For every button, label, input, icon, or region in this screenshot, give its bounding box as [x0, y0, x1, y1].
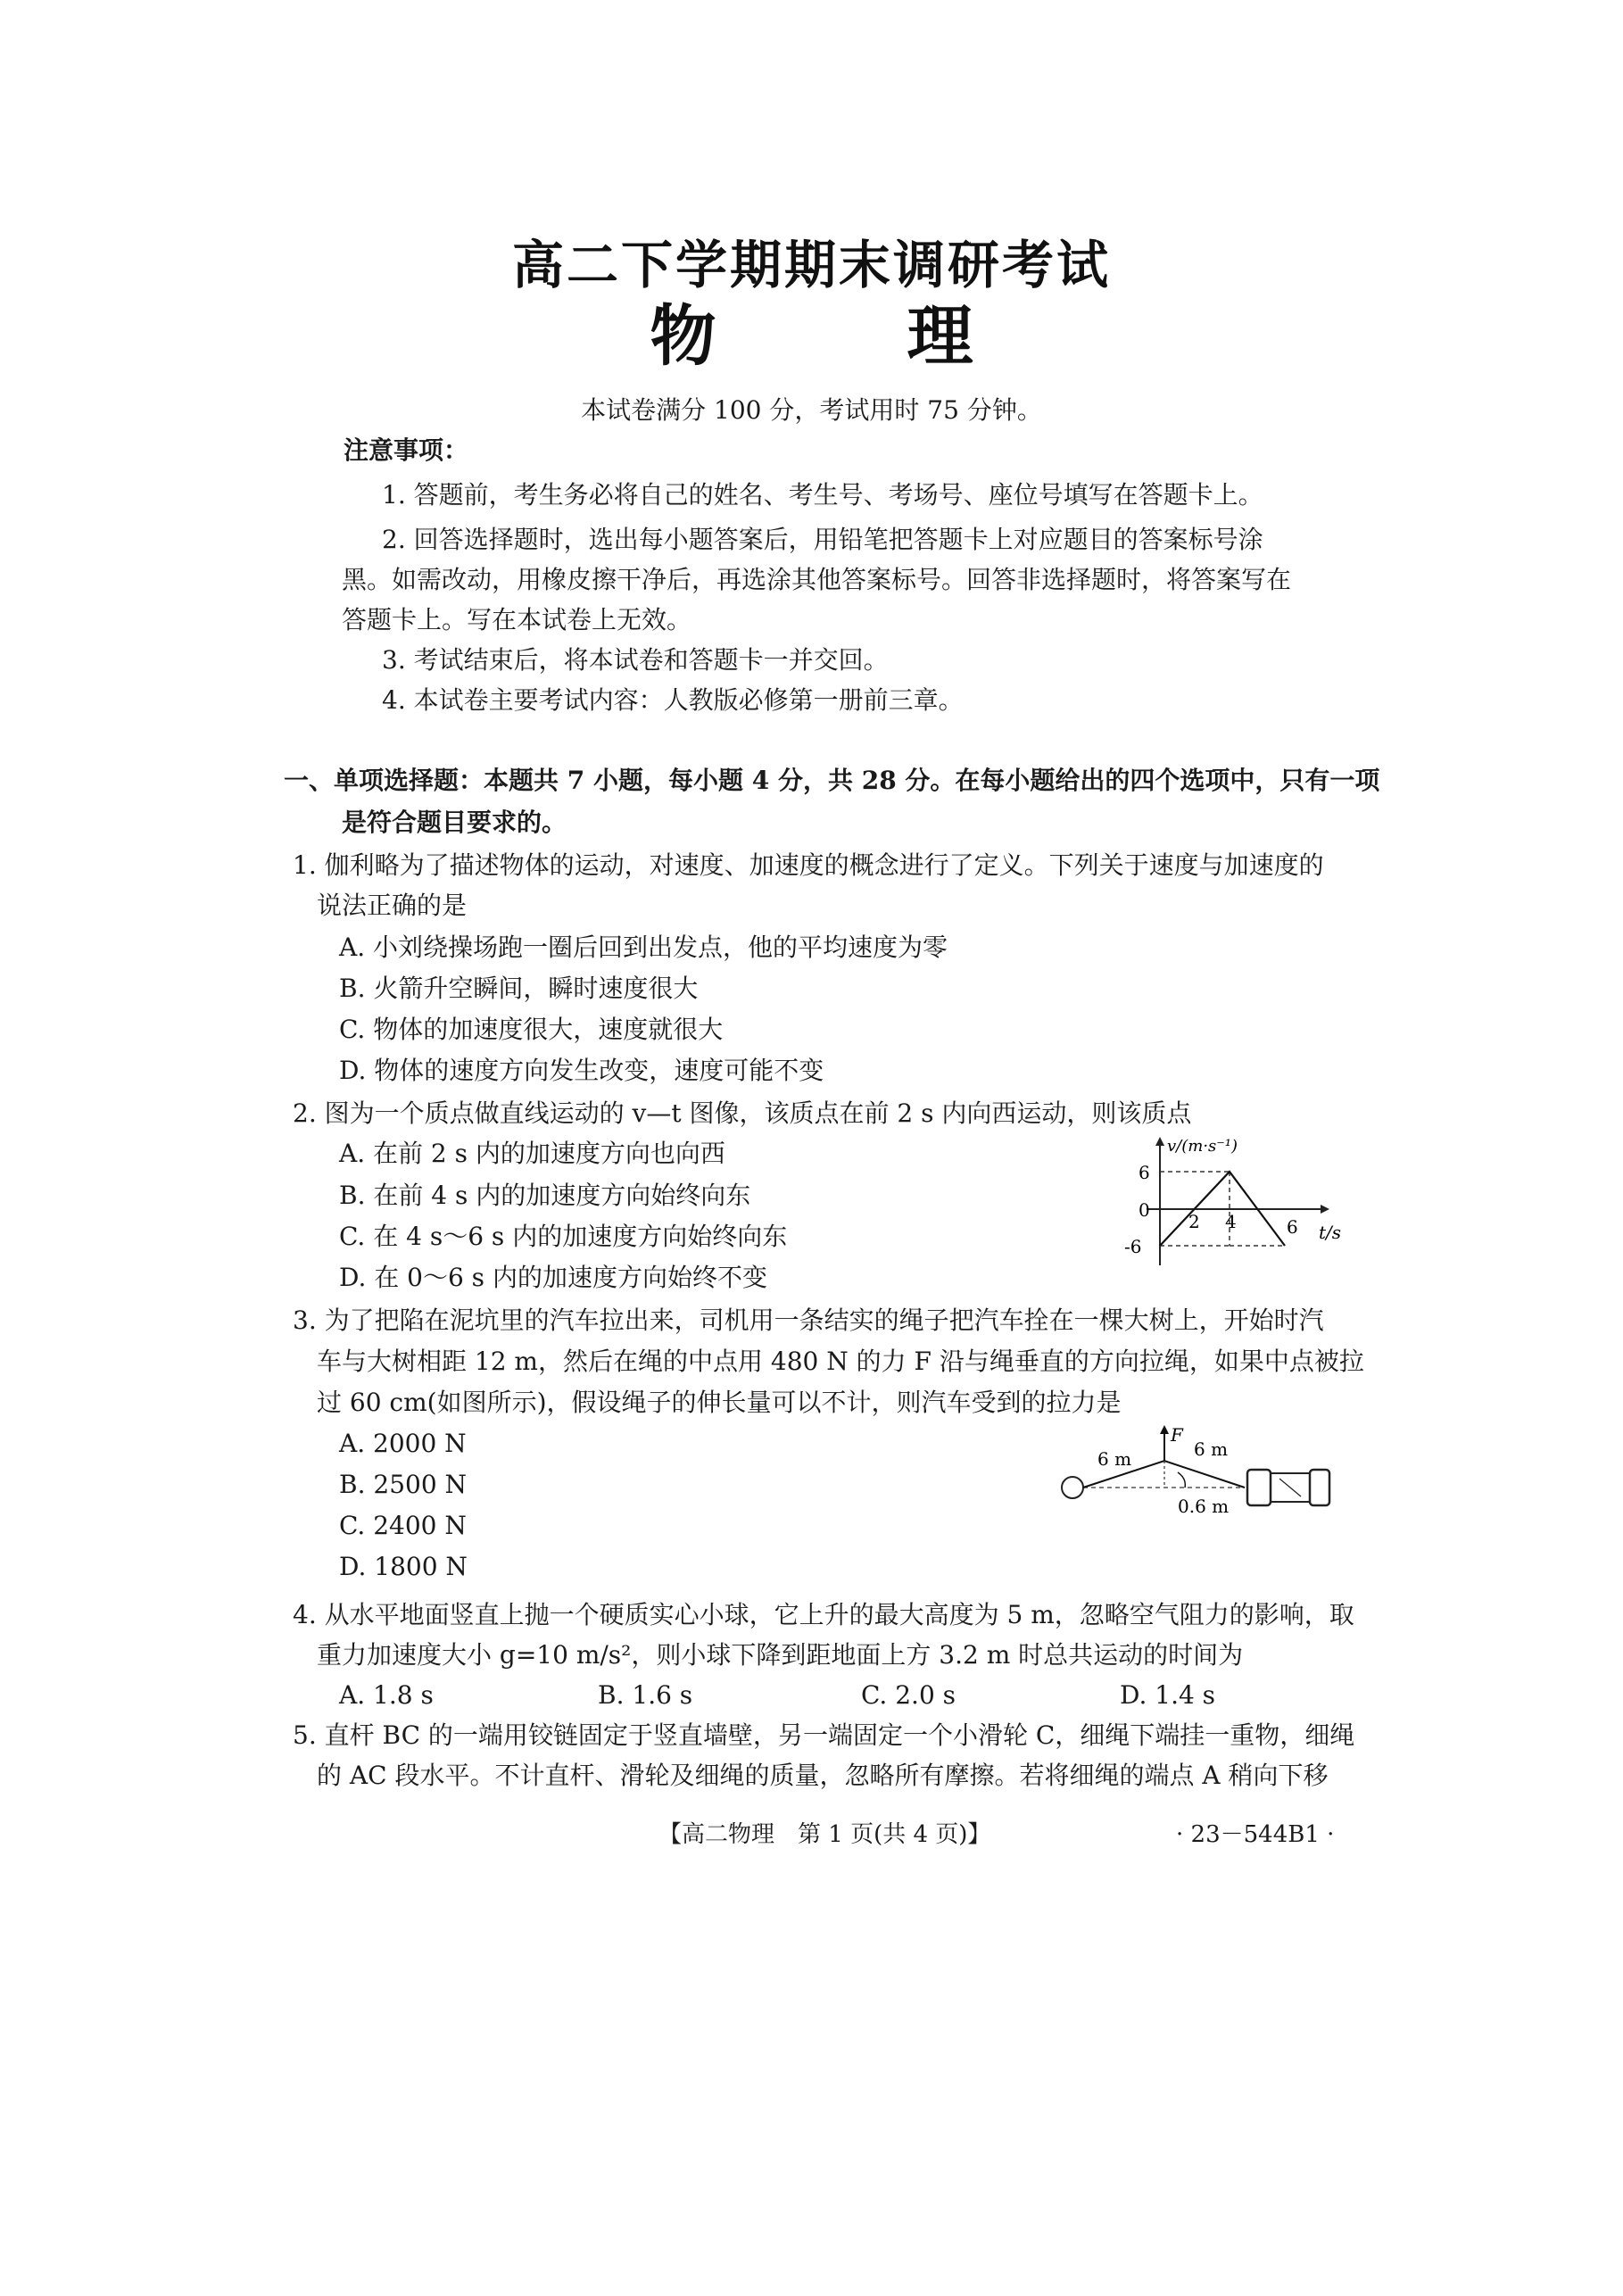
question-2-stem: 2. 图为一个质点做直线运动的 v—t 图像，该质点在前 2 s 内向西运动，则该质点 — [293, 1098, 1192, 1128]
notice-line: 1. 答题前，考生务必将自己的姓名、考生号、考场号、座位号填写在答题卡上。 — [382, 480, 1263, 510]
notice-line: 黑。如需改动，用橡皮擦干净后，再选涂其他答案标号。回答非选择题时，将答案写在 — [342, 565, 1292, 594]
notice-line: 2. 回答选择题时，选出每小题答案后，用铅笔把答题卡上对应题目的答案标号涂 — [382, 525, 1263, 554]
question-1-stem: 说法正确的是 — [317, 891, 468, 920]
x-axis-label: t/s — [1319, 1222, 1342, 1243]
notice-line: 4. 本试卷主要考试内容：人教版必修第一册前三章。 — [382, 685, 964, 715]
footer-code: · 23－544B1 · — [1176, 1821, 1335, 1848]
tree-icon — [1062, 1477, 1083, 1498]
question-5-stem: 5. 直杆 BC 的一端用铰链固定于竖直墙壁，另一端固定一个小滑轮 C，细绳下端挂一重物，细绳 — [293, 1720, 1355, 1750]
right-length-label: 6 m — [1194, 1438, 1229, 1460]
question-4-stem: 重力加速度大小 g=10 m/s²，则小球下降到距地面上方 3.2 m 时总共运动的时间为 — [317, 1640, 1244, 1670]
y-axis-label: v/(m·s⁻¹) — [1167, 1137, 1238, 1156]
question-4-stem: 4. 从水平地面竖直上抛一个硬质实心小球，它上升的最大高度为 5 m，忽略空气阻力的影响，取 — [293, 1600, 1354, 1629]
question-1-option-d: D. 物体的速度方向发生改变，速度可能不变 — [339, 1056, 824, 1085]
question-2-option-d: D. 在 0～6 s 内的加速度方向始终不变 — [339, 1263, 767, 1292]
question-4-option-a: A. 1.8 s — [339, 1680, 434, 1710]
question-3-stem: 车与大树相距 12 m，然后在绳的中点用 480 N 的力 F 沿与绳垂直的方向拉绳，如果中点被拉 — [317, 1347, 1364, 1376]
question-4-option-c: C. 2.0 s — [861, 1680, 956, 1710]
question-1-option-a: A. 小刘绕操场跑一圈后回到出发点，他的平均速度为零 — [339, 932, 948, 962]
rope-figure — [1044, 1423, 1356, 1530]
question-1-stem: 1. 伽利略为了描述物体的运动，对速度、加速度的概念进行了定义。下列关于速度与加速度的 — [293, 850, 1324, 880]
offset-arc — [1178, 1472, 1185, 1488]
y-tick-neg6: -6 — [1124, 1236, 1142, 1257]
footer-page: 【高二物理 第 1 页(共 4 页)】 — [658, 1821, 991, 1848]
x-tick-6: 6 — [1287, 1216, 1298, 1238]
car-front-icon — [1247, 1470, 1271, 1505]
question-5-stem: 的 AC 段水平。不计直杆、滑轮及细绳的质量，忽略所有摩擦。若将细绳的端点 A 稍向下移 — [317, 1761, 1329, 1790]
car-rear-icon — [1310, 1470, 1329, 1505]
question-1-option-b: B. 火箭升空瞬间，瞬时速度很大 — [339, 974, 699, 1003]
question-3-option-d: D. 1800 N — [339, 1552, 468, 1581]
question-2-option-c: C. 在 4 s～6 s 内的加速度方向始终向东 — [339, 1222, 788, 1251]
question-2-option-b: B. 在前 4 s 内的加速度方向始终向东 — [339, 1181, 751, 1210]
question-1-option-c: C. 物体的加速度很大，速度就很大 — [339, 1015, 724, 1044]
offset-label: 0.6 m — [1178, 1496, 1230, 1517]
vt-graph — [1097, 1131, 1356, 1283]
section-heading: 一、单项选择题：本题共 7 小题，每小题 4 分，共 28 分。在每小题给出的四个选项中，只有一项 — [284, 766, 1380, 795]
x-axis-arrow — [1321, 1205, 1329, 1214]
question-2-option-a: A. 在前 2 s 内的加速度方向也向西 — [339, 1139, 725, 1168]
question-3-option-c: C. 2400 N — [339, 1511, 467, 1540]
x-tick-2: 2 — [1188, 1211, 1200, 1232]
y-tick-0: 0 — [1139, 1199, 1150, 1221]
exam-info: 本试卷满分 100 分，考试用时 75 分钟。 — [581, 395, 1042, 425]
section-heading: 是符合题目要求的。 — [342, 808, 567, 837]
x-tick-4: 4 — [1225, 1211, 1237, 1232]
car-detail — [1279, 1479, 1301, 1496]
notice-heading: 注意事项： — [344, 435, 469, 465]
question-3-option-a: A. 2000 N — [339, 1429, 467, 1458]
y-tick-6: 6 — [1139, 1162, 1150, 1183]
question-4-option-b: B. 1.6 s — [598, 1680, 693, 1710]
question-3-stem: 3. 为了把陷在泥坑里的汽车拉出来，司机用一条结实的绳子把汽车拴在一棵大树上，开始时汽 — [293, 1305, 1324, 1335]
notice-line: 3. 考试结束后，将本试卷和答题卡一并交回。 — [382, 645, 889, 675]
y-axis-arrow — [1155, 1137, 1164, 1146]
question-3-stem: 过 60 cm(如图所示)，假设绳子的伸长量可以不计，则汽车受到的拉力是 — [317, 1388, 1122, 1417]
notice-line: 答题卡上。写在本试卷上无效。 — [342, 605, 692, 634]
left-length-label: 6 m — [1097, 1448, 1132, 1470]
force-arrowhead — [1160, 1425, 1169, 1434]
question-3-option-b: B. 2500 N — [339, 1470, 468, 1499]
exam-title: 高二下学期期末调研考试 — [511, 235, 1111, 295]
subject-title: 物 理 — [650, 298, 1036, 375]
question-4-option-d: D. 1.4 s — [1120, 1680, 1216, 1710]
force-label: F — [1171, 1424, 1183, 1446]
